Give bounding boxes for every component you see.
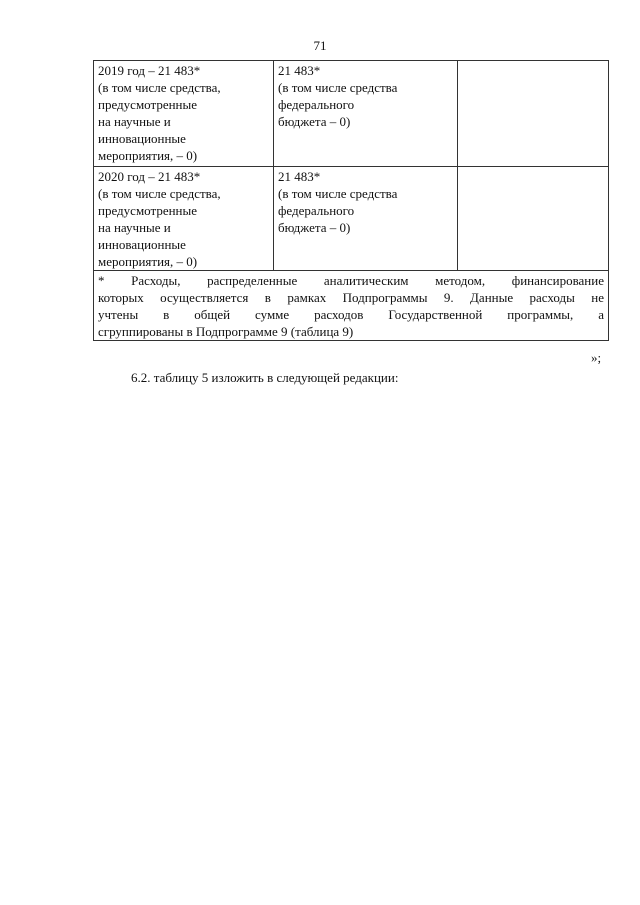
cell-line: 21 483* [278,169,321,184]
cell-line: на научные и [98,220,171,235]
page-number: 71 [313,38,327,53]
cell-line: бюджета – 0) [278,114,351,129]
table-row-2020 [94,167,609,271]
cell-line: (в том числе средства [278,186,398,201]
cell-line: федерального [278,97,355,112]
table-row-2019 [94,61,609,167]
footnote-line: * Расходы, распределенные аналитическим методом, финансирование [98,273,604,288]
cell-line: инновационные [98,131,186,146]
cell-2019-total [94,61,274,167]
cell-line: мероприятия, – 0) [98,148,198,163]
table-footnote-row [94,271,609,341]
cell-line: бюджета – 0) [278,220,351,235]
cell-2019-empty [458,61,609,167]
cell-line: (в том числе средства, [98,186,221,201]
cell-2019-amount [274,61,458,167]
funding-table [93,60,609,341]
amendment-paragraph: 6.2. таблицу 5 изложить в следующей редакции: [131,370,399,385]
footnote-line: учтены в общей сумме расходов Государственной программы, а [98,307,604,322]
cell-line: 2020 год – 21 483* [98,169,201,184]
cell-line: 2019 год – 21 483* [98,63,201,78]
cell-line: предусмотренные [98,97,198,112]
cell-line: предусмотренные [98,203,198,218]
cell-2020-amount [274,167,458,271]
cell-2020-total [94,167,274,271]
cell-line: 21 483* [278,63,321,78]
table-footnote [94,271,609,341]
cell-2020-empty [458,167,609,271]
cell-line: на научные и [98,114,171,129]
footnote-line: сгруппированы в Подпрограмме 9 (таблица 9) [98,324,354,339]
cell-line: (в том числе средства, [98,80,221,95]
closing-quote-mark: »; [591,350,602,365]
cell-line: (в том числе средства [278,80,398,95]
cell-line: мероприятия, – 0) [98,254,198,269]
cell-line: инновационные [98,237,186,252]
footnote-line: которых осуществляется в рамках Подпрограммы 9. Данные расходы не [98,290,604,305]
cell-line: федерального [278,203,355,218]
